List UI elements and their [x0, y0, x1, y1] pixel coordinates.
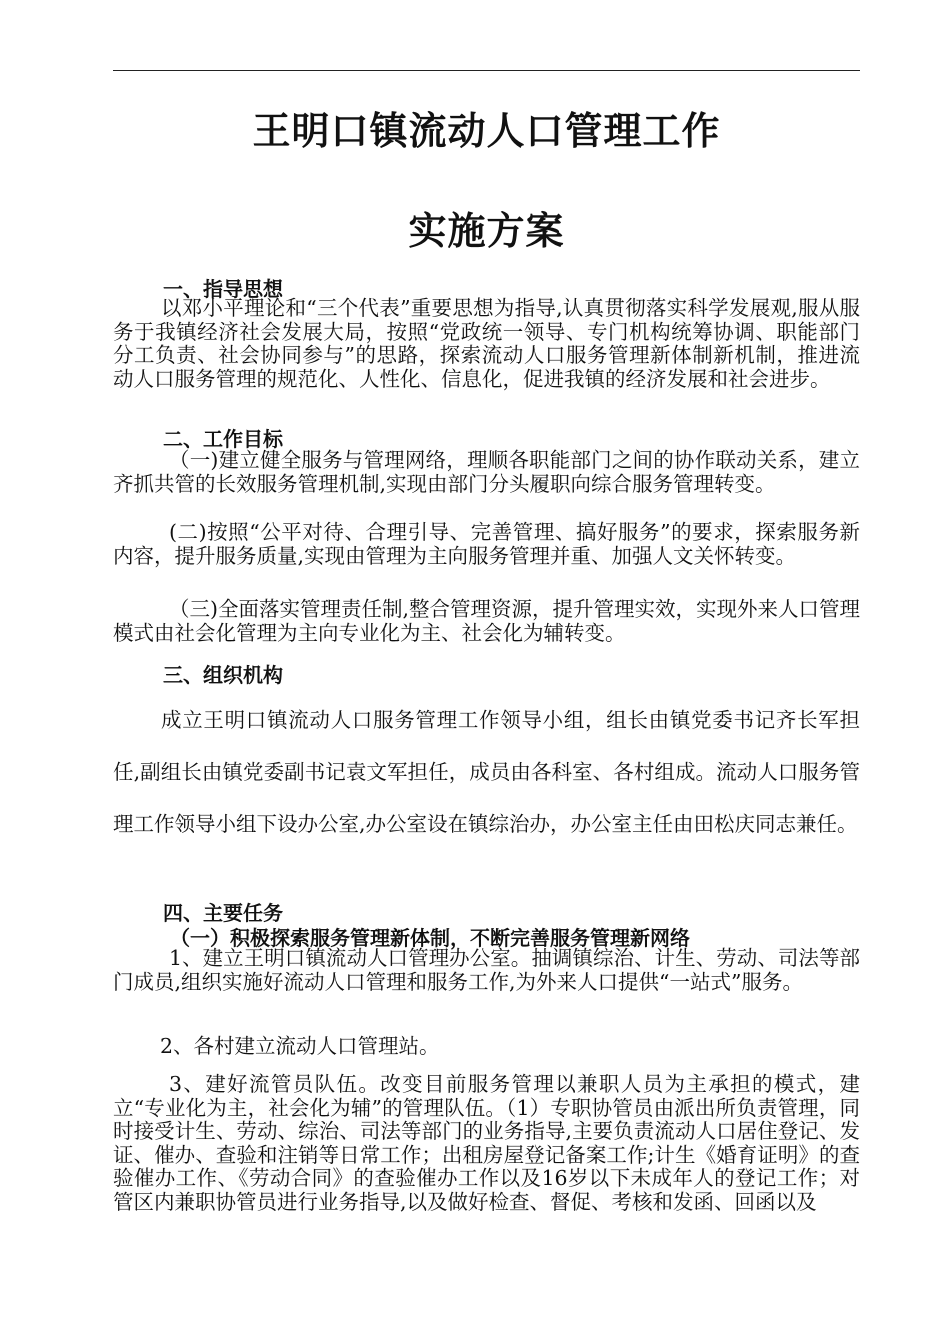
paragraph-organization: 成立王明口镇流动人口服务管理工作领导小组，组长由镇党委书记齐长军担任,副组长由镇党委副书记袁文军担任，成员由各科室、各村组成。流动人口服务管理工作领导小组下设办公室,办公室设在镇综治办，办公室主任由田松庆同志兼任。	[113, 708, 860, 836]
document-title-line-1: 王明口镇流动人口管理工作	[252, 109, 721, 153]
section-heading-main-tasks: 四、主要任务	[163, 901, 283, 925]
paragraph-task-item-1: 1、建立王明口镇流动人口管理办公室。抽调镇综治、计生、劳动、司法等部门成员,组织实施好流动人口管理和服务工作,为外来人口提供“一站式”服务。	[113, 946, 860, 994]
paragraph-guiding-ideology: 以邓小平理论和“三个代表”重要思想为指导,认真贯彻落实科学发展观,服从服务于我镇经济社会发展大局，按照“党政统一领导、专门机构统筹协调、职能部门分工负责、社会协同参与”的思路，探索流动人口服务管理新体制新机制，推进流动人口服务管理的规范化、人性化、信息化，促进我镇的经济发展和社会进步。	[113, 296, 860, 391]
section-heading-work-goals: 二、工作目标	[163, 427, 283, 451]
section-heading-organization: 三、组织机构	[163, 663, 283, 687]
paragraph-task-item-2: 2、各村建立流动人口管理站。	[160, 1034, 440, 1058]
paragraph-goal-1: （一)建立健全服务与管理网络，理顺各职能部门之间的协作联动关系，建立齐抓共管的长效服务管理机制,实现由部门分头履职向综合服务管理转变。	[113, 448, 860, 496]
subsection-heading-task-1: （一）积极探索服务管理新体制，不断完善服务管理新网络	[170, 926, 690, 950]
paragraph-goal-2: (二)按照“公平对待、合理引导、完善管理、搞好服务”的要求，探索服务新内容，提升服务质量,实现由管理为主向服务管理并重、加强人文关怀转变。	[113, 520, 860, 568]
section-heading-guiding-ideology: 一、指导思想	[163, 277, 283, 301]
paragraph-goal-3: （三)全面落实管理责任制,整合管理资源，提升管理实效，实现外来人口管理模式由社会化管理为主向专业化为主、社会化为辅转变。	[113, 597, 861, 645]
header-rule	[113, 70, 860, 71]
paragraph-task-item-3: 3、建好流管员队伍。改变目前服务管理以兼职人员为主承担的模式，建立“专业化为主，社会化为辅”的管理队伍。（1）专职协管员由派出所负责管理，同时接受计生、劳动、综治、司法等部门的业务指导,主要负责流动人口居住登记、发证、催办、查验和注销等日常工作；出租房屋登记备案工作;计生《婚育证明》的查验催办工作、《劳动合同》的查验催办工作以及16岁以下未成年人的登记工作；对管区内兼职协管员进行业务指导,以及做好检查、督促、考核和发函、回函以及	[113, 1072, 860, 1214]
document-title-line-2: 实施方案	[408, 209, 565, 253]
